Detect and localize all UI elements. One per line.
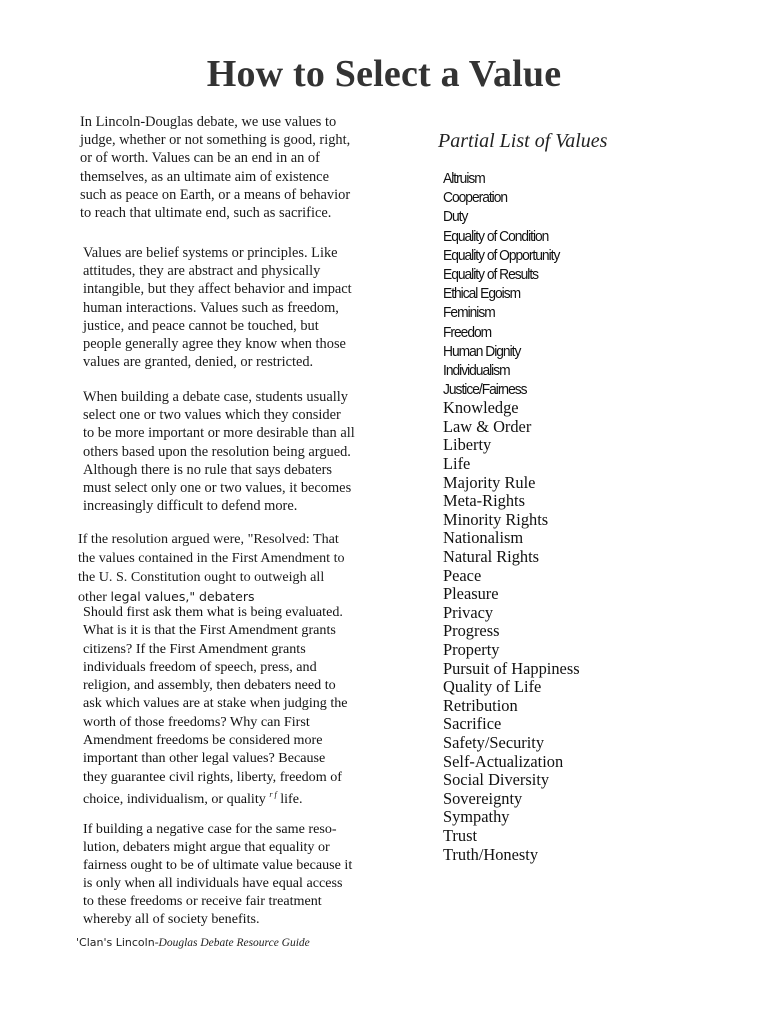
footer-prefix: 'Clan's Lincoln <box>76 936 155 949</box>
case-building-paragraph: When building a debate case, students usually select one or two values which they consider to be more important or more desirable than all others based upon the resolution being argued. Although there is no rule that says debaters must select only one or two values, it becomes increasingly difficult to defend more. <box>83 389 355 515</box>
intro-paragraph: In Lincoln-Douglas debate, we use values to judge, whether or not something is good, right, or of worth. Values can be an end in an of themselves, as an ultimate aim of existence such as peace on Earth, or a means of behavior to reach that ultimate end, such as sacrifice. <box>80 114 351 222</box>
value-list-item: Life <box>443 454 471 474</box>
value-list-item: Privacy <box>443 602 494 622</box>
value-list-item: Ethical Egoism <box>443 285 521 303</box>
value-list-item: Natural Rights <box>443 547 540 566</box>
value-list-item: Duty <box>443 208 468 226</box>
value-list-item: Safety/Security <box>443 732 545 752</box>
value-list-item: Justice/Fairness <box>443 381 527 399</box>
value-list-item: Majority Rule <box>443 472 536 492</box>
value-list-item: Cooperation <box>443 189 508 207</box>
resolution-example-tail: legal values," debaters <box>110 589 255 604</box>
evaluation-paragraph <box>83 603 383 808</box>
value-list-item: Peace <box>443 565 482 585</box>
value-list-item: Law & Order <box>443 416 532 436</box>
footer-citation <box>76 936 310 949</box>
values-definition-paragraph: Values are belief systems or principles. Like attitudes, they are abstract and physically intangible, but they affect behavior and impact human interactions. Values such as freedom, justice, and peace cannot be touched, but people generally agree they know when those values are granted, denied, or restricted. <box>83 245 352 371</box>
value-list-item: Sympathy <box>443 807 510 827</box>
resolution-example-text: If the resolution argued were, "Resolved: That the values contained in the First Amendment to the U. S. Constitution ought to outweigh all other <box>78 531 345 605</box>
value-list-item: Pleasure <box>443 584 499 604</box>
value-list-item: Quality of Life <box>443 677 542 697</box>
value-list-item: Individualism <box>443 361 510 379</box>
negative-case-paragraph: If building a negative case for the same reso- lution, debaters might argue that equality or fairness ought to be of ultimate value because it is only when all individuals have equal access to these freedoms or receive fair treatment whereby all of society benefits. <box>83 821 353 928</box>
page-title: How to Select a Value <box>206 53 562 95</box>
value-list-item: Progress <box>443 621 500 641</box>
value-list-item: Social Diversity <box>443 770 550 790</box>
evaluation-text: Should first ask them what is being evaluated. What is it is that the First Amendment grants citizens? If the First Amendment grants individuals freedom of speech, press, and religion, and assembly, then debaters need to ask which values are at stake when judging the worth of those freedoms? Why can First Amendment freedoms be considered more important than other legal values? Because they guarantee civil rights, liberty, freedom of choice, individualism, or quality <box>83 604 348 807</box>
value-list-item: Sovereignty <box>443 788 523 808</box>
value-list-item: Freedom <box>443 323 492 341</box>
value-list-item: Self-Actualization <box>443 751 564 771</box>
resolution-example-paragraph <box>78 530 378 607</box>
evaluation-superscript: r f <box>269 789 277 799</box>
value-list-item: Equality of Results <box>443 265 539 283</box>
values-list-title: Partial List of Values <box>438 130 608 152</box>
value-list-item: Property <box>443 639 500 659</box>
evaluation-end: life. <box>276 790 303 807</box>
value-list-item: Altruism <box>443 170 485 187</box>
value-list-item: Truth/Honesty <box>443 844 539 864</box>
value-list-item: Feminism <box>443 304 495 322</box>
value-list-item: Pursuit of Happiness <box>443 658 580 678</box>
value-list-item: Nationalism <box>443 528 524 548</box>
value-list-item: Knowledge <box>443 398 519 418</box>
value-list-item: Meta-Rights <box>443 491 525 511</box>
value-list-item: Liberty <box>443 435 492 455</box>
footer-rest: -Douglas Debate Resource Guide <box>154 937 310 949</box>
value-list-item: Sacrifice <box>443 714 502 734</box>
value-list-item: Trust <box>443 825 478 845</box>
value-list-item: Retribution <box>443 695 518 715</box>
value-list-item: Equality of Condition <box>443 227 549 245</box>
value-list-item: Minority Rights <box>443 509 549 529</box>
values-list <box>443 169 580 864</box>
value-list-item: Equality of Opportunity <box>443 246 560 264</box>
value-list-item: Human Dignity <box>443 342 521 360</box>
